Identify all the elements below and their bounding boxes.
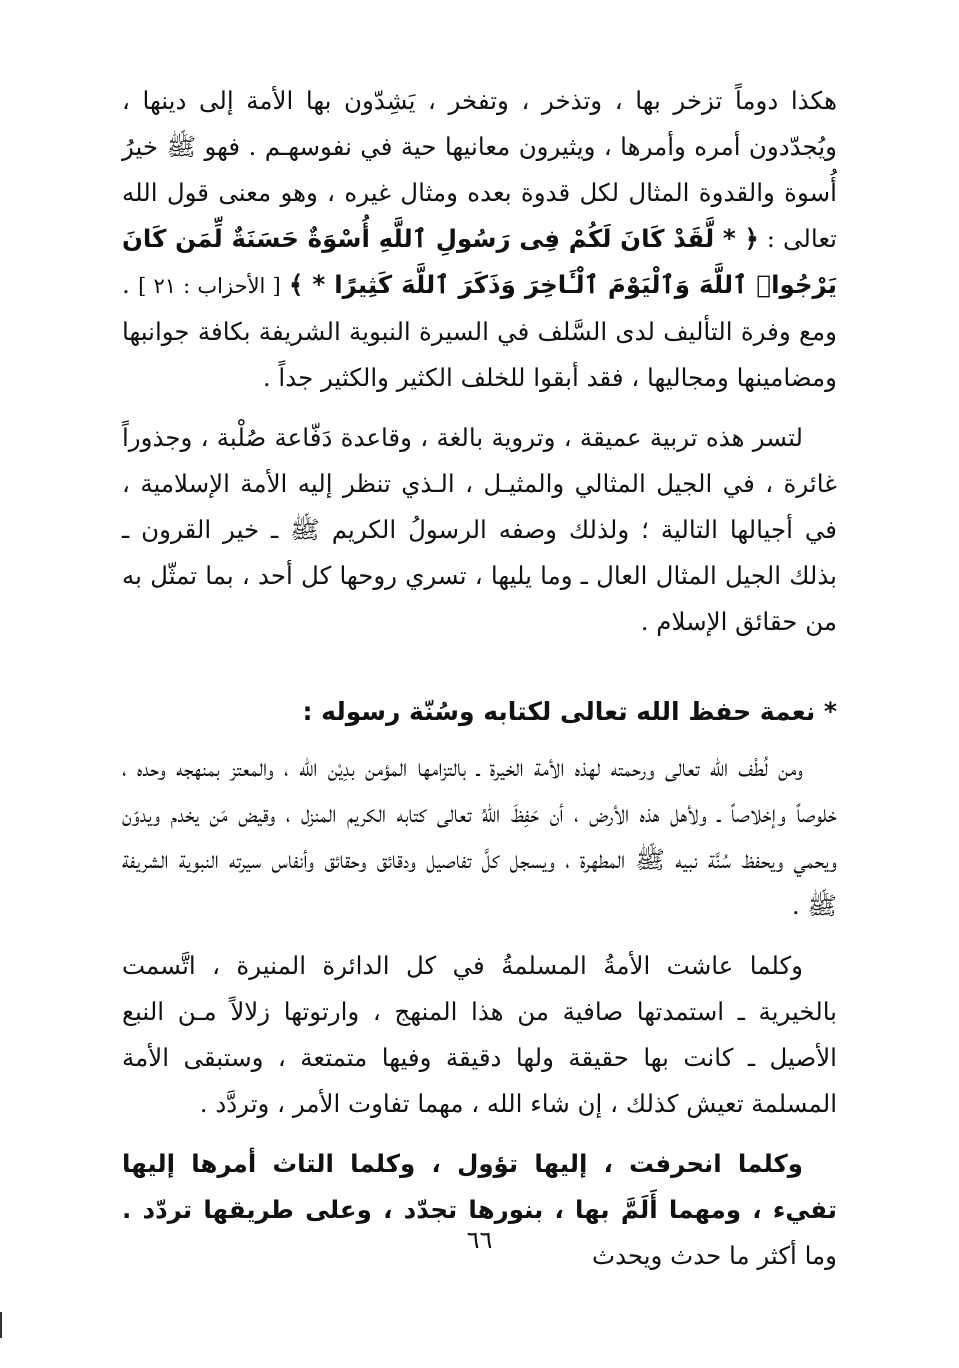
verse-reference: [ الأحزاب : ٢١ ]	[138, 274, 281, 298]
paragraph-2: لتسر هذه تربية عميقة ، وتروية بالغة ، وقاعدة دَفّاعة صُلْبة ، وجذوراً غائرة ، في الجيل المثالي والمثيـل ، الـذي تنظر إليه الأمة الإسلامية ، في أجيالها التالية ؛ ولذلك وصفه الرسولُ الكريم ﷺ ـ خير القرون ـ بذلك الجيل المثال العال ـ وما يليها ، تسري روحها كل أحد ، بما تمثّل به من حقائق الإسلام .	[122, 423, 837, 636]
paragraph-5-regular: وما أكثر ما حدث ويحدث	[592, 1241, 837, 1270]
paragraph-5	[122, 1141, 837, 1279]
paragraph-1-continuation: . ومع وفرة التأليف لدى السَّلف في السيرة النبوية الشريفة بكافة جوانبها ومضامينها ومجاليها ، فقد أبقوا للخلف الكثير والكثير جداً .	[122, 270, 837, 392]
scan-edge-mark	[0, 1312, 2, 1338]
paragraph-4: وكلما عاشت الأمةُ المسلمةُ في كل الدائرة المنيرة ، اتَّسمت بالخيرية ـ استمدتها صافية من هذا المنهج ، وارتوتها زلالاً مـن النبع الأصيل ـ كانت بها حقيقة ولها دقيقة وفيها متمتعة ، وستبقى الأمة المسلمة تعيش كذلك ، إن شاء الله ، مهما تفاوت الأمر ، وتردَّد .	[122, 951, 837, 1118]
paragraph-1	[122, 78, 837, 401]
section-heading: * نعمة حفظ الله تعالى لكتابه وسُنّة رسوله :	[302, 697, 837, 726]
page-number: ٦٦	[466, 1226, 493, 1254]
paragraph-1-text: هكذا دوماً تزخر بها ، وتذخر ، وتفخر ، يَشِدّون بها الأمة إلى دينها ، ويُجدّدون أمره وأمرها ، ويثيرون معانيها حية في نفوسهـم . فهو ﷺ خيرُ أُسوة والقدوة المثال لكل قدوة بعده ومثال غيره ، وهو معنى قول الله تعالى :	[122, 86, 837, 253]
paragraph-5-bold: وكلما انحرفت ، إليها تؤول ، وكلما التاث أمرها إليها تفيء ، ومهما أَلَمَّ بها ، بنورها تجدّد ، وعلى طريقها تردّد .	[122, 1149, 837, 1224]
page-body	[122, 78, 837, 1279]
paragraph-3: ومن لُطْف الله تعالى ورحمته لهذه الأمة الخيرة ـ بالتزامها المؤمن بدِيْن الله ، والمعتز بمنهجه وحده ، خلوصاً وإخلاصاً ـ ولأهل هذه الأرض ، أن حَفِظَ اللهُ تعالى كتابه الكريم المنزل ، وقيض مَن يخدم ويدوّن ويحمي ويحفظ سُنَّة نبيه ﷺ المطهرة ، ويسجل كلَّ تفاصيل ودقائق وحقائق وأنفاس سيرته النبوية الشريفة ﷺ .	[122, 753, 837, 920]
quran-verse: ﴿ * لَّقَدْ كَانَ لَكُمْ فِى رَسُولِ ٱللَّهِ أُسْوَةٌ حَسَنَةٌ لِّمَن كَانَ يَرْجُوا۟ ٱللَّهَ وَٱلْيَوْمَ ٱلْـَٔاخِرَ وَذَكَرَ ٱللَّهَ كَثِيرًا * ﴾	[122, 224, 837, 299]
